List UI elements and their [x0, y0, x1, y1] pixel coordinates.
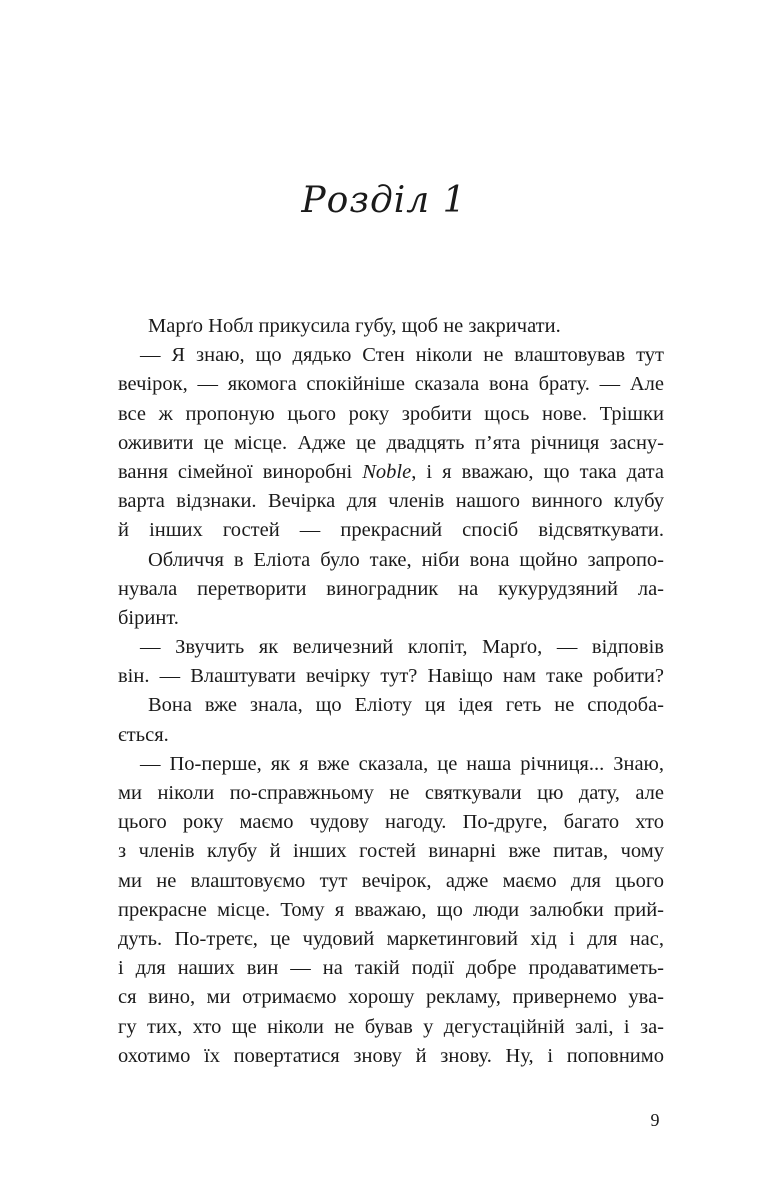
winery-name-italic: Noble	[362, 460, 412, 483]
text-line: охотимо їх повертатися знову й знову. Ну, і поповнимо	[118, 1044, 664, 1067]
text-line: прекрасне місце. Тому я вважаю, що люди залюбки прий-	[118, 898, 664, 921]
text-line: — По-перше, як я вже сказала, це наша річниця... Знаю,	[140, 752, 664, 775]
text-line: цього року маємо чудову нагоду. По-друге, багато хто	[118, 811, 664, 834]
chapter-title: Розділ 1	[301, 180, 467, 221]
page-number: 9	[650, 1110, 660, 1130]
text-line: дуть. По-третє, це чудовий маркетинговий хід і для нас,	[118, 927, 664, 950]
text-line: все ж пропоную цього року зробити щось нове. Трішки	[118, 402, 664, 425]
text-fragment: , і я вважаю, що така дата	[411, 460, 664, 483]
text-line: Вона вже знала, що Еліоту ця ідея геть не сподоба-	[148, 694, 664, 717]
text-line: він. — Влаштувати вечірку тут? Навіщо нам таке робити?	[118, 665, 664, 688]
text-line: Обличчя в Еліота було таке, ніби вона щойно запропо-	[148, 548, 664, 571]
text-line: варта відзнаки. Вечірка для членів нашого винного клубу	[118, 490, 664, 513]
text-line: оживити це місце. Адже це двадцять п’ята річниця засну-	[118, 431, 664, 454]
text-line: вечірок, — якомога спокійніше сказала вона брату. — Але	[118, 373, 664, 396]
text-line: нувала перетворити виноградник на кукурудзяний ла-	[118, 577, 664, 600]
text-line: — Звучить як величезний клопіт, Марґо, — відповів	[140, 636, 664, 659]
text-line: й інших гостей — прекрасний спосіб відсвяткувати.	[118, 519, 664, 542]
text-line: Марґо Нобл прикусила губу, щоб не закричати.	[148, 315, 561, 337]
body-text	[118, 312, 664, 1071]
text-line: біринт.	[118, 606, 179, 629]
text-line: — Я знаю, що дядько Стен ніколи не влаштовував тут	[140, 344, 664, 367]
text-line: ми ніколи по-справжньому не святкували цю дату, але	[118, 782, 664, 804]
text-line-with-italic	[118, 458, 664, 487]
text-line: ми не влаштовуємо тут вечірок, адже маємо для цього	[118, 869, 664, 892]
text-line: ся вино, ми отримаємо хорошу рекламу, привернемо ува-	[118, 986, 664, 1009]
text-fragment: вання сімейної виноробні	[118, 460, 363, 483]
text-line: і для наших вин — на такій події добре продаватиметь-	[118, 957, 664, 980]
text-line: ється.	[118, 723, 169, 746]
text-line: гу тих, хто ще ніколи не бував у дегустаційній залі, і за-	[118, 1015, 664, 1038]
text-line: з членів клубу й інших гостей винарні вже питав, чому	[118, 840, 664, 863]
